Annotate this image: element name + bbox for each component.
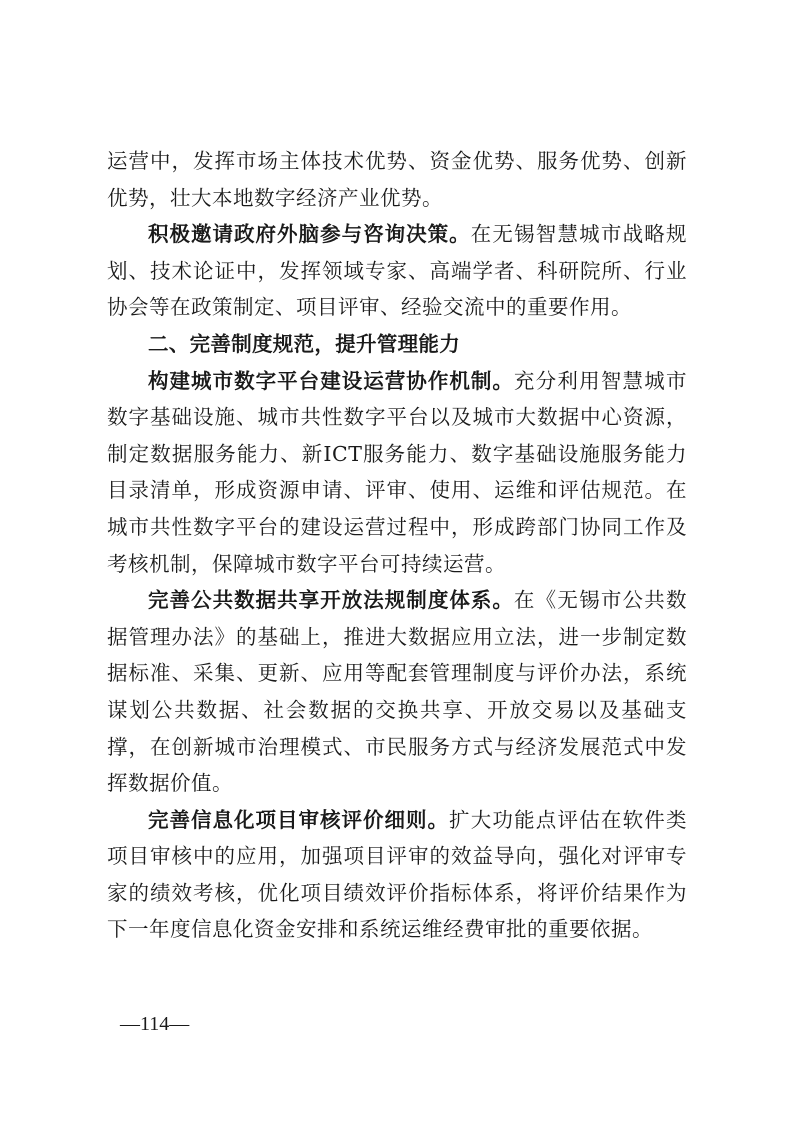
paragraph-platform-mechanism [107, 363, 687, 583]
paragraph-lead: 积极邀请政府外脑参与咨询决策。 [148, 222, 471, 247]
paragraph-body: 扩大功能点评估在软件类项目审核中的应用，加强项目评审的效益导向，强化对评审专家的绩效考核，优化项目绩效评价指标体系，将评价结果作为下一年度信息化资金安排和系统运维经费审批的重要依据。 [107, 807, 687, 942]
paragraph-consultation [107, 216, 687, 326]
paragraph-project-review [107, 802, 687, 948]
paragraph-lead: 构建城市数字平台建设运营协作机制。 [148, 368, 514, 393]
paragraph-lead: 完善公共数据共享开放法规制度体系。 [148, 588, 514, 613]
paragraph-data-sharing [107, 582, 687, 802]
paragraph-lead: 完善信息化项目审核评价细则。 [148, 807, 449, 832]
paragraph-body: 充分利用智慧城市数字基础设施、城市共性数字平台以及城市大数据中心资源，制定数据服务能力、新ICT服务能力、数字基础设施服务能力目录清单，形成资源申请、评审、使用、运维和评估规范。在城市共性数字平台的建设运营过程中，形成跨部门协同工作及考核机制，保障城市数字平台可持续运营。 [107, 368, 687, 576]
continuation-paragraph: 运营中，发挥市场主体技术优势、资金优势、服务优势、创新优势，壮大本地数字经济产业优势。 [107, 149, 687, 210]
paragraph-body: 在《无锡市公共数据管理办法》的基础上，推进大数据应用立法，进一步制定数据标准、采集、更新、应用等配套管理制度与评价办法，系统谋划公共数据、社会数据的交换共享、开放交易以及基础支撑，在创新城市治理模式、市民服务方式与经济发展范式中发挥数据价值。 [107, 588, 687, 796]
body-text [107, 143, 687, 948]
paragraph-body: 在无锡智慧城市战略规划、技术论证中，发挥领域专家、高端学者、科研院所、行业协会等在政策制定、项目评审、经验交流中的重要作用。 [107, 222, 687, 320]
section-heading: 二、完善制度规范，提升管理能力 [148, 331, 460, 356]
page-number: —114— [120, 1013, 190, 1035]
